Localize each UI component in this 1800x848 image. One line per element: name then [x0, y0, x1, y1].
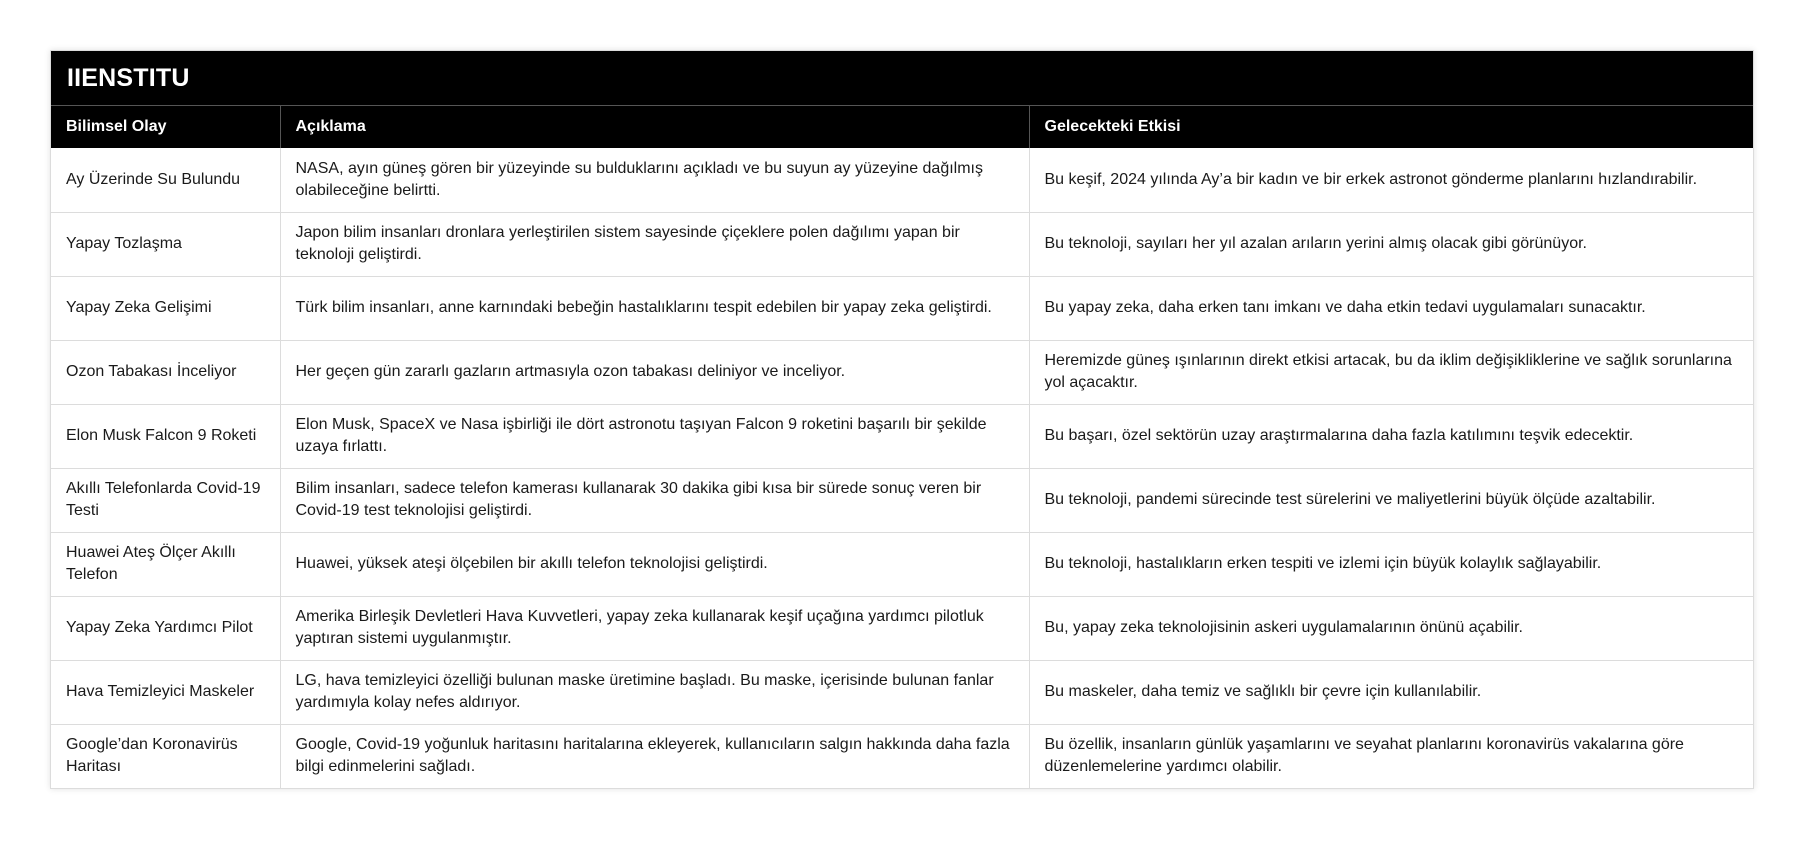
cell-description: Amerika Birleşik Devletleri Hava Kuvvetleri, yapay zeka kullanarak keşif uçağına yardımcı pilotluk yaptıran sistemi uygulanmıştır.: [280, 596, 1029, 660]
cell-description: Japon bilim insanları dronlara yerleştirilen sistem sayesinde çiçeklere polen dağılımı yapan bir teknoloji geliştirdi.: [280, 212, 1029, 276]
cell-future-impact: Bu özellik, insanların günlük yaşamlarını ve seyahat planlarını koronavirüs vakalarına göre düzenlemelerine yardımcı olabilir.: [1029, 724, 1753, 788]
cell-future-impact: Heremizde güneş ışınlarının direkt etkisi artacak, bu da iklim değişikliklerine ve sağlık sorunlarına yol açacaktır.: [1029, 340, 1753, 404]
data-table-container: [50, 50, 1754, 789]
cell-event: Hava Temizleyici Maskeler: [51, 660, 280, 724]
table-row: [51, 468, 1753, 532]
table-row: [51, 724, 1753, 788]
cell-future-impact: Bu keşif, 2024 yılında Ay’a bir kadın ve bir erkek astronot gönderme planlarını hızlandırabilir.: [1044, 170, 1698, 188]
cell-event: Yapay Tozlaşma: [51, 212, 280, 276]
table-row: [51, 532, 1753, 596]
cell-future-impact: Bu teknoloji, hastalıkların erken tespiti ve izlemi için büyük kolaylık sağlayabilir.: [1029, 532, 1753, 596]
cell-event: Ozon Tabakası İnceliyor: [51, 340, 280, 404]
cell-event: Google’dan Koronavirüs Haritası: [51, 724, 280, 788]
science-events-table: [51, 106, 1753, 788]
cell-description: LG, hava temizleyici özelliği bulunan maske üretimine başladı. Bu maske, içerisinde bulunan fanlar yardımıyla kolay nefes aldırıyor.: [280, 660, 1029, 724]
cell-description: Google, Covid-19 yoğunluk haritasını haritalarına ekleyerek, kullanıcıların salgın hakkında daha fazla bilgi edinmelerini sağladı.: [280, 724, 1029, 788]
cell-description: Türk bilim insanları, anne karnındaki bebeğin hastalıklarını tespit edebilen bir yapay zeka geliştirdi.: [280, 276, 1029, 340]
table-header: [51, 106, 1753, 148]
table-row: [51, 660, 1753, 724]
cell-future-impact: Bu teknoloji, sayıları her yıl azalan arıların yerini almış olacak gibi görünüyor.: [1029, 212, 1753, 276]
table-row: [51, 212, 1753, 276]
header-row: [51, 106, 1753, 148]
cell-description: Her geçen gün zararlı gazların artmasıyla ozon tabakası deliniyor ve inceliyor.: [280, 340, 1029, 404]
cell-future-impact: Bu, yapay zeka teknolojisinin askeri uygulamalarının önünü açabilir.: [1029, 596, 1753, 660]
cell-future-impact: Bu yapay zeka, daha erken tanı imkanı ve daha etkin tedavi uygulamaları sunacaktır.: [1029, 276, 1753, 340]
table-row: [51, 596, 1753, 660]
table-row: [51, 148, 1753, 212]
table-body: [51, 148, 1753, 788]
cell-description: Huawei, yüksek ateşi ölçebilen bir akıllı telefon teknolojisi geliştirdi.: [280, 532, 1029, 596]
cell-future-impact: Bu teknoloji, pandemi sürecinde test sürelerini ve maliyetlerini büyük ölçüde azaltabilir.: [1029, 468, 1753, 532]
cell-future-impact: Bu maskeler, daha temiz ve sağlıklı bir çevre için kullanılabilir.: [1029, 660, 1753, 724]
cell-description: Elon Musk, SpaceX ve Nasa işbirliği ile dört astronotu taşıyan Falcon 9 roketini başarılı bir şekilde uzaya fırlattı.: [280, 404, 1029, 468]
cell-event: Ay Üzerinde Su Bulundu: [51, 148, 280, 212]
table-row: [51, 404, 1753, 468]
column-header-event: Bilimsel Olay: [51, 106, 280, 148]
cell-event: Huawei Ateş Ölçer Akıllı Telefon: [51, 532, 280, 596]
table-brand-title: IIENSTITU: [51, 51, 1753, 106]
cell-event: Akıllı Telefonlarda Covid-19 Testi: [51, 468, 280, 532]
table-row: [51, 276, 1753, 340]
column-header-description: Açıklama: [280, 106, 1029, 148]
cell-event: Elon Musk Falcon 9 Roketi: [51, 404, 280, 468]
cell-description: Bilim insanları, sadece telefon kamerası kullanarak 30 dakika gibi kısa bir sürede sonuç veren bir Covid-19 test teknolojisi geliştirdi.: [280, 468, 1029, 532]
cell-event: Yapay Zeka Gelişimi: [51, 276, 280, 340]
cell-description: NASA, ayın güneş gören bir yüzeyinde su bulduklarını açıkladı ve bu suyun ay yüzeyine dağılmış olabileceğine belirtti.: [280, 148, 1029, 212]
table-row: [51, 340, 1753, 404]
column-header-future-impact: Gelecekteki Etkisi: [1029, 106, 1753, 148]
cell-event: Yapay Zeka Yardımcı Pilot: [51, 596, 280, 660]
cell-future-impact: Bu başarı, özel sektörün uzay araştırmalarına daha fazla katılımını teşvik edecektir.: [1029, 404, 1753, 468]
